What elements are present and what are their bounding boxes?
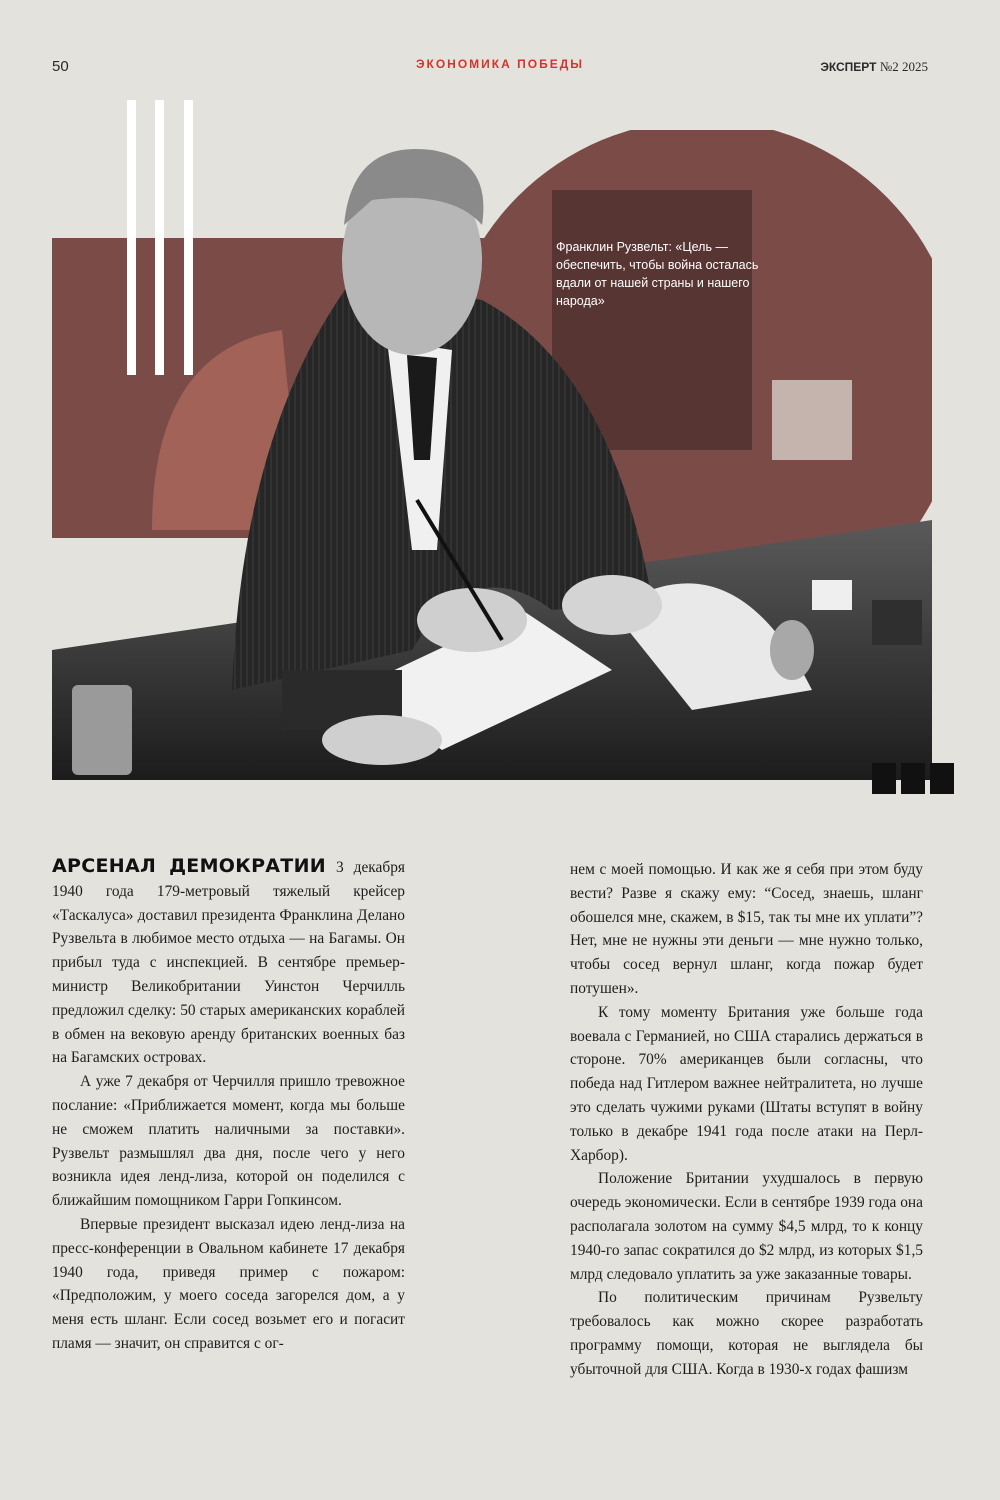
decorative-bar — [184, 100, 193, 375]
magazine-name: ЭКСПЕРТ — [820, 60, 877, 74]
decorative-square — [872, 763, 896, 794]
issue-number: №2 2025 — [879, 59, 928, 74]
paragraph: По политическим причинам Рузвельту требовалось как можно скорее разработать программу помощи, которая не выглядела бы убыточной для США. Когда в 1930-х годах фашизм — [570, 1289, 923, 1378]
paragraph: К тому моменту Британия уже больше года воевала с Германией, но США старались держаться в стороне. 70% американцев были согласны, что победа над Гитлером важнее нейтралитета, но лучше это сделать чужими руками (Штаты вступят в войну только в декабре 1941 года после атаки на Перл-Харбор). — [570, 1003, 923, 1164]
paragraph: А уже 7 декабря от Черчилля пришло тревожное послание: «Приближается момент, когда мы больше не сможем платить наличными за поставки». Рузвельт размышлял два дня, после чего у него возникла идея ленд-лиза, которой он поделился с ближайшим помощником Гарри Гопкинсом. — [52, 1073, 405, 1210]
photo-caption: Франклин Рузвельт: «Цель — обеспечить, чтобы война осталась вдали от нашей страны и нашего народа» — [556, 240, 759, 308]
lead-heading: АРСЕНАЛ ДЕМОКРАТИИ — [52, 855, 326, 877]
decorative-square — [930, 763, 954, 794]
decorative-bar — [155, 100, 164, 375]
paragraph: нем с моей помощью. И как же я себя при этом буду вести? Разве я скажу ему: “Сосед, знаешь, шланг обошелся мне, скажем, в $15, так ты мне их уплати”? Нет, мне не нужны эти деньги — мне нужно только, чтобы сосед вернул шланг, когда пожар будет потушен». — [570, 861, 923, 997]
decorative-bar — [127, 100, 136, 375]
page-number: 50 — [52, 58, 69, 75]
article-column-left — [52, 855, 405, 1356]
paragraph-text: 3 декабря 1940 года 179-метровый тяжелый крейсер «Таскалуса» доставил президента Франклина Делано Рузвельта в любимое место отдыха — на Багамы. Он прибыл туда с инспекцией. В сентябре премьер-министр Великобритании Уинстон Черчилль предложил сделку: 50 старых американских кораблей в обмен на вековую аренду британских военных баз на Багамских островах. — [52, 859, 405, 1067]
paragraph — [52, 855, 405, 1070]
section-title: ЭКОНОМИКА ПОБЕДЫ — [415, 57, 585, 71]
paragraph: Впервые президент высказал идею ленд-лиза на пресс-конференции в Овальном кабинете 17 декабря 1940 года, приведя пример с пожаром: «Предположим, у моего соседа загорелся дом, а у меня есть шланг. Если сосед возьмет его и погасит пламя — значит, он справится с ог- — [52, 1215, 405, 1352]
paragraph: Положение Британии ухудшалось в первую очередь экономически. Если в сентябре 1939 года она располагала золотом на сумму $4,5 млрд, то к концу 1940-го запас сократился до $2 млрд, из которых $1,5 млрд следовало уплатить за уже заказанные товары. — [570, 1170, 923, 1283]
decorative-square — [901, 763, 925, 794]
masthead — [820, 59, 928, 75]
article-column-right — [570, 858, 923, 1382]
